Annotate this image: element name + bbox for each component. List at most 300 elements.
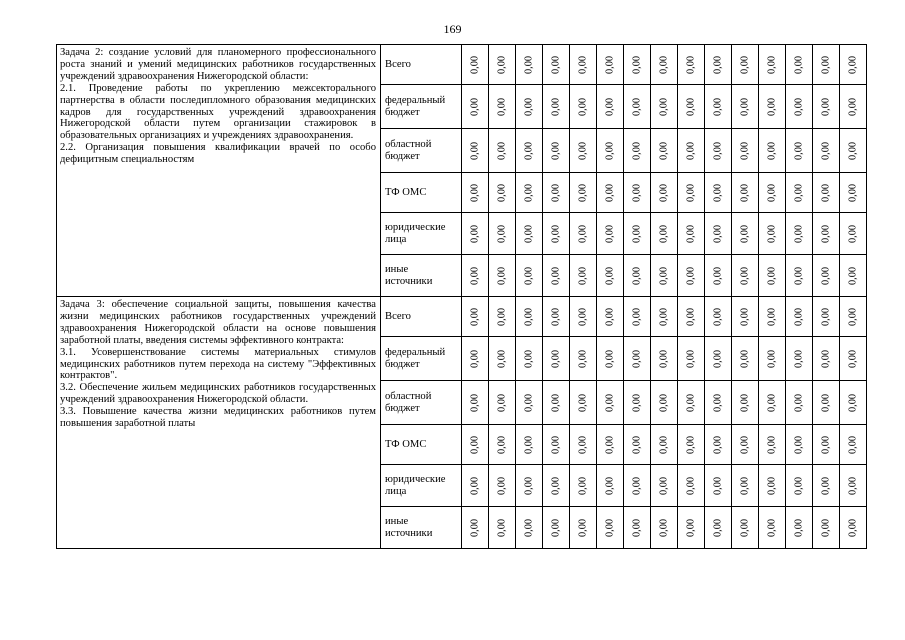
value-cell <box>624 507 651 549</box>
value-text: 0,00 <box>847 518 859 537</box>
value-cell <box>462 213 489 255</box>
value-text: 0,00 <box>793 476 805 495</box>
value-cell <box>840 173 867 213</box>
value-cell <box>732 425 759 465</box>
value-cell <box>570 173 597 213</box>
value-text: 0,00 <box>523 435 535 454</box>
value-text: 0,00 <box>496 141 508 160</box>
value-text: 0,00 <box>631 476 643 495</box>
value-cell <box>813 173 840 213</box>
value-text: 0,00 <box>712 55 724 74</box>
value-cell <box>705 465 732 507</box>
value-text: 0,00 <box>766 349 778 368</box>
value-cell <box>786 129 813 173</box>
value-cell <box>705 337 732 381</box>
value-text: 0,00 <box>550 55 562 74</box>
value-cell <box>705 213 732 255</box>
value-cell <box>651 507 678 549</box>
value-text: 0,00 <box>847 224 859 243</box>
value-text: 0,00 <box>496 476 508 495</box>
value-cell <box>786 45 813 85</box>
task-paragraph: 2.1. Проведение работы по укреплению межсекторального партнерства в области последипломного образования медицинских кадров для государственных учреждений здравоохранения Нижегородской области путем организации стажировок в образовательных организациях и учреждениях здравоохранения. <box>60 82 376 142</box>
value-text: 0,00 <box>685 435 697 454</box>
value-cell <box>651 85 678 129</box>
value-text: 0,00 <box>847 266 859 285</box>
value-text: 0,00 <box>523 349 535 368</box>
value-text: 0,00 <box>469 224 481 243</box>
value-cell <box>651 425 678 465</box>
value-text: 0,00 <box>820 141 832 160</box>
value-text: 0,00 <box>685 183 697 202</box>
task-paragraph: 2.2. Организация повышения квалификации врачей по особо дефицитным специальностям <box>60 142 376 166</box>
value-cell <box>759 381 786 425</box>
value-text: 0,00 <box>658 183 670 202</box>
value-cell <box>624 337 651 381</box>
value-text: 0,00 <box>766 224 778 243</box>
value-text: 0,00 <box>739 307 751 326</box>
value-cell <box>840 255 867 297</box>
table-row <box>57 45 867 85</box>
value-text: 0,00 <box>766 141 778 160</box>
value-text: 0,00 <box>739 518 751 537</box>
value-text: 0,00 <box>712 141 724 160</box>
value-cell <box>759 85 786 129</box>
value-cell <box>678 507 705 549</box>
value-text: 0,00 <box>631 183 643 202</box>
value-cell <box>543 297 570 337</box>
value-text: 0,00 <box>712 183 724 202</box>
value-cell <box>462 45 489 85</box>
value-cell <box>597 213 624 255</box>
value-text: 0,00 <box>496 435 508 454</box>
value-text: 0,00 <box>577 518 589 537</box>
value-cell <box>516 465 543 507</box>
value-text: 0,00 <box>685 141 697 160</box>
value-text: 0,00 <box>766 476 778 495</box>
value-cell <box>597 381 624 425</box>
value-text: 0,00 <box>766 393 778 412</box>
value-text: 0,00 <box>604 266 616 285</box>
value-text: 0,00 <box>631 435 643 454</box>
value-cell <box>732 45 759 85</box>
value-text: 0,00 <box>766 435 778 454</box>
value-text: 0,00 <box>658 435 670 454</box>
value-cell <box>489 85 516 129</box>
value-cell <box>786 255 813 297</box>
value-text: 0,00 <box>685 349 697 368</box>
value-cell <box>651 213 678 255</box>
page-number: 169 <box>443 22 462 36</box>
value-cell <box>732 297 759 337</box>
value-cell <box>813 255 840 297</box>
value-text: 0,00 <box>523 307 535 326</box>
value-text: 0,00 <box>712 307 724 326</box>
value-text: 0,00 <box>712 349 724 368</box>
value-cell <box>597 297 624 337</box>
value-cell <box>759 465 786 507</box>
value-text: 0,00 <box>658 476 670 495</box>
funding-source-cell: ТФ ОМС <box>381 425 462 465</box>
value-text: 0,00 <box>523 183 535 202</box>
value-cell <box>570 465 597 507</box>
value-cell <box>759 337 786 381</box>
value-cell <box>759 129 786 173</box>
value-cell <box>597 173 624 213</box>
value-cell <box>813 337 840 381</box>
value-cell <box>840 425 867 465</box>
value-cell <box>705 381 732 425</box>
value-text: 0,00 <box>523 55 535 74</box>
value-cell <box>489 425 516 465</box>
value-text: 0,00 <box>658 224 670 243</box>
value-text: 0,00 <box>847 349 859 368</box>
value-text: 0,00 <box>820 435 832 454</box>
value-cell <box>678 129 705 173</box>
value-text: 0,00 <box>577 349 589 368</box>
value-text: 0,00 <box>496 349 508 368</box>
value-text: 0,00 <box>847 393 859 412</box>
value-cell <box>462 173 489 213</box>
value-text: 0,00 <box>469 266 481 285</box>
value-text: 0,00 <box>469 97 481 116</box>
value-text: 0,00 <box>550 307 562 326</box>
value-text: 0,00 <box>685 224 697 243</box>
value-cell <box>651 173 678 213</box>
value-text: 0,00 <box>469 141 481 160</box>
value-text: 0,00 <box>658 141 670 160</box>
value-cell <box>597 129 624 173</box>
value-cell <box>543 45 570 85</box>
value-text: 0,00 <box>523 97 535 116</box>
table-row <box>57 297 867 337</box>
value-text: 0,00 <box>658 349 670 368</box>
value-cell <box>597 337 624 381</box>
value-text: 0,00 <box>820 307 832 326</box>
value-text: 0,00 <box>577 435 589 454</box>
value-cell <box>840 45 867 85</box>
value-text: 0,00 <box>550 476 562 495</box>
value-text: 0,00 <box>550 349 562 368</box>
value-cell <box>786 85 813 129</box>
value-text: 0,00 <box>604 476 616 495</box>
value-cell <box>651 129 678 173</box>
value-text: 0,00 <box>658 518 670 537</box>
value-text: 0,00 <box>685 393 697 412</box>
value-cell <box>462 507 489 549</box>
value-cell <box>462 425 489 465</box>
value-cell <box>732 129 759 173</box>
value-text: 0,00 <box>577 266 589 285</box>
value-cell <box>732 337 759 381</box>
value-text: 0,00 <box>766 183 778 202</box>
value-text: 0,00 <box>496 224 508 243</box>
value-text: 0,00 <box>496 307 508 326</box>
value-cell <box>489 255 516 297</box>
value-cell <box>840 507 867 549</box>
value-cell <box>840 213 867 255</box>
value-cell <box>597 425 624 465</box>
value-cell <box>489 337 516 381</box>
value-text: 0,00 <box>523 518 535 537</box>
task-paragraph: 3.3. Повышение качества жизни медицинских работников путем повышения заработной платы <box>60 406 376 430</box>
value-text: 0,00 <box>658 97 670 116</box>
value-cell <box>813 425 840 465</box>
value-text: 0,00 <box>631 97 643 116</box>
value-cell <box>516 45 543 85</box>
task-paragraph: Задача 2: создание условий для планомерного профессионального роста знаний и умений медицинских работников государственных учреждений здравоохранения Нижегородской области: <box>60 47 376 82</box>
value-text: 0,00 <box>577 141 589 160</box>
value-cell <box>705 45 732 85</box>
value-cell <box>678 465 705 507</box>
value-cell <box>597 255 624 297</box>
value-cell <box>759 507 786 549</box>
task-paragraph: Задача 3: обеспечение социальной защиты, повышения качества жизни медицинских работников государственных учреждений здравоохранения Нижегородской области на основе повышения заработной платы, введения системы эффективного контракта: <box>60 299 376 346</box>
value-cell <box>624 425 651 465</box>
value-cell <box>570 507 597 549</box>
value-cell <box>543 255 570 297</box>
value-cell <box>840 381 867 425</box>
value-text: 0,00 <box>685 97 697 116</box>
value-cell <box>759 425 786 465</box>
value-text: 0,00 <box>820 97 832 116</box>
funding-source-cell: иные источники <box>381 507 462 549</box>
value-text: 0,00 <box>793 183 805 202</box>
value-cell <box>543 507 570 549</box>
value-text: 0,00 <box>766 307 778 326</box>
budget-table <box>56 44 867 549</box>
value-cell <box>543 213 570 255</box>
value-text: 0,00 <box>685 307 697 326</box>
value-cell <box>516 337 543 381</box>
value-text: 0,00 <box>577 183 589 202</box>
value-text: 0,00 <box>847 435 859 454</box>
value-cell <box>489 507 516 549</box>
value-cell <box>516 425 543 465</box>
value-text: 0,00 <box>793 97 805 116</box>
value-text: 0,00 <box>766 97 778 116</box>
value-text: 0,00 <box>739 476 751 495</box>
value-cell <box>813 213 840 255</box>
value-text: 0,00 <box>820 476 832 495</box>
value-cell <box>651 465 678 507</box>
value-cell <box>678 337 705 381</box>
value-text: 0,00 <box>550 97 562 116</box>
value-text: 0,00 <box>469 55 481 74</box>
value-text: 0,00 <box>793 266 805 285</box>
value-cell <box>786 213 813 255</box>
value-text: 0,00 <box>631 307 643 326</box>
value-text: 0,00 <box>523 393 535 412</box>
value-text: 0,00 <box>577 393 589 412</box>
value-text: 0,00 <box>604 307 616 326</box>
value-text: 0,00 <box>496 55 508 74</box>
value-cell <box>840 129 867 173</box>
value-cell <box>813 465 840 507</box>
value-text: 0,00 <box>739 224 751 243</box>
value-text: 0,00 <box>631 393 643 412</box>
value-text: 0,00 <box>523 224 535 243</box>
value-cell <box>786 173 813 213</box>
value-text: 0,00 <box>766 55 778 74</box>
value-cell <box>678 85 705 129</box>
value-cell <box>570 425 597 465</box>
value-text: 0,00 <box>496 393 508 412</box>
value-text: 0,00 <box>550 518 562 537</box>
value-cell <box>813 45 840 85</box>
value-text: 0,00 <box>604 55 616 74</box>
value-cell <box>570 337 597 381</box>
value-text: 0,00 <box>847 183 859 202</box>
value-cell <box>813 507 840 549</box>
value-cell <box>651 337 678 381</box>
value-text: 0,00 <box>739 266 751 285</box>
value-text: 0,00 <box>820 518 832 537</box>
value-cell <box>624 173 651 213</box>
value-text: 0,00 <box>550 141 562 160</box>
value-cell <box>570 45 597 85</box>
task-description-3 <box>57 297 381 549</box>
value-cell <box>462 337 489 381</box>
value-text: 0,00 <box>712 476 724 495</box>
value-cell <box>732 213 759 255</box>
value-cell <box>624 213 651 255</box>
value-cell <box>516 507 543 549</box>
value-cell <box>624 85 651 129</box>
value-cell <box>516 213 543 255</box>
value-text: 0,00 <box>604 141 616 160</box>
value-text: 0,00 <box>820 224 832 243</box>
value-text: 0,00 <box>658 266 670 285</box>
value-cell <box>516 173 543 213</box>
value-text: 0,00 <box>469 435 481 454</box>
value-text: 0,00 <box>550 224 562 243</box>
value-text: 0,00 <box>469 393 481 412</box>
value-cell <box>543 173 570 213</box>
value-cell <box>570 255 597 297</box>
funding-source-cell: юридические лица <box>381 465 462 507</box>
value-cell <box>489 465 516 507</box>
value-cell <box>732 255 759 297</box>
value-cell <box>651 45 678 85</box>
value-text: 0,00 <box>793 224 805 243</box>
value-text: 0,00 <box>712 518 724 537</box>
value-text: 0,00 <box>820 55 832 74</box>
value-text: 0,00 <box>631 55 643 74</box>
value-text: 0,00 <box>577 307 589 326</box>
value-text: 0,00 <box>496 183 508 202</box>
value-cell <box>462 465 489 507</box>
value-text: 0,00 <box>577 55 589 74</box>
value-cell <box>759 45 786 85</box>
value-text: 0,00 <box>604 349 616 368</box>
value-cell <box>489 297 516 337</box>
value-text: 0,00 <box>658 307 670 326</box>
value-text: 0,00 <box>712 97 724 116</box>
value-cell <box>678 213 705 255</box>
value-cell <box>840 297 867 337</box>
value-cell <box>516 381 543 425</box>
task-description-2 <box>57 45 381 297</box>
value-cell <box>597 85 624 129</box>
value-cell <box>624 381 651 425</box>
value-text: 0,00 <box>847 476 859 495</box>
value-cell <box>516 255 543 297</box>
value-cell <box>678 381 705 425</box>
value-text: 0,00 <box>604 518 616 537</box>
value-text: 0,00 <box>820 266 832 285</box>
value-cell <box>651 297 678 337</box>
value-text: 0,00 <box>766 518 778 537</box>
value-cell <box>786 297 813 337</box>
value-text: 0,00 <box>739 435 751 454</box>
value-text: 0,00 <box>847 307 859 326</box>
value-text: 0,00 <box>739 349 751 368</box>
value-text: 0,00 <box>739 393 751 412</box>
value-cell <box>732 507 759 549</box>
value-text: 0,00 <box>550 266 562 285</box>
value-cell <box>489 381 516 425</box>
value-cell <box>840 85 867 129</box>
value-cell <box>543 425 570 465</box>
value-cell <box>732 465 759 507</box>
value-text: 0,00 <box>847 141 859 160</box>
value-cell <box>678 255 705 297</box>
value-text: 0,00 <box>712 266 724 285</box>
value-cell <box>813 85 840 129</box>
value-cell <box>489 213 516 255</box>
value-text: 0,00 <box>631 518 643 537</box>
value-cell <box>570 213 597 255</box>
value-text: 0,00 <box>523 266 535 285</box>
value-text: 0,00 <box>847 97 859 116</box>
value-text: 0,00 <box>523 476 535 495</box>
value-cell <box>516 297 543 337</box>
task-paragraph: 3.2. Обеспечение жильем медицинских работников государственных учреждений здравоохранения Нижегородской области. <box>60 382 376 406</box>
value-cell <box>786 381 813 425</box>
value-text: 0,00 <box>793 349 805 368</box>
value-text: 0,00 <box>712 393 724 412</box>
value-cell <box>462 129 489 173</box>
value-text: 0,00 <box>658 393 670 412</box>
value-cell <box>462 381 489 425</box>
value-cell <box>516 129 543 173</box>
value-cell <box>678 297 705 337</box>
value-cell <box>759 213 786 255</box>
value-text: 0,00 <box>604 97 616 116</box>
value-cell <box>732 381 759 425</box>
funding-source-cell: федеральный бюджет <box>381 337 462 381</box>
value-cell <box>543 465 570 507</box>
value-cell <box>624 45 651 85</box>
value-cell <box>570 129 597 173</box>
value-cell <box>705 255 732 297</box>
value-cell <box>813 297 840 337</box>
value-cell <box>786 465 813 507</box>
value-cell <box>624 129 651 173</box>
value-cell <box>705 173 732 213</box>
value-cell <box>597 507 624 549</box>
value-text: 0,00 <box>577 476 589 495</box>
funding-source-cell: областной бюджет <box>381 381 462 425</box>
value-text: 0,00 <box>685 476 697 495</box>
value-cell <box>786 425 813 465</box>
value-text: 0,00 <box>793 393 805 412</box>
value-text: 0,00 <box>820 349 832 368</box>
value-cell <box>624 297 651 337</box>
value-cell <box>516 85 543 129</box>
value-cell <box>651 255 678 297</box>
value-cell <box>840 465 867 507</box>
